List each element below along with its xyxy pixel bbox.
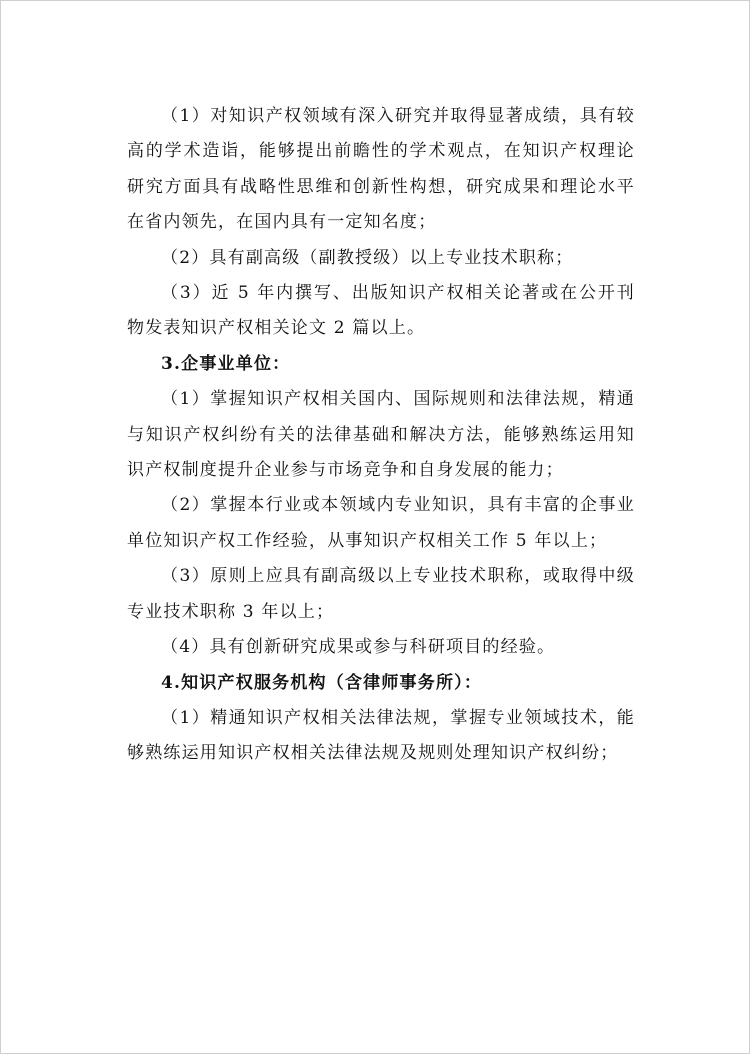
paragraph-enterprise-item-2: （2）掌握本行业或本领域内专业知识，具有丰富的企事业单位知识产权工作经验，从事知识产权相关工作 5 年以上；: [127, 495, 635, 551]
paragraph-ip-service-item-1: （1）精通知识产权相关法律法规，掌握专业领域技术，能够熟练运用知识产权相关法律法规及规则处理知识产权纠纷；: [127, 707, 635, 764]
document-body: [127, 99, 635, 772]
paragraph-academic-item-3: （3）近 5 年内撰写、出版知识产权相关论著或在公开刊物发表知识产权相关论文 2 篇以上。: [127, 283, 635, 339]
paragraph-enterprise-item-3: （3）原则上应具有副高级以上专业技术职称，或取得中级专业技术职称 3 年以上；: [127, 566, 635, 622]
section-heading-enterprise: 3.企事业单位：: [161, 353, 291, 374]
paragraph-enterprise-item-4: （4）具有创新研究成果或参与科研项目的经验。: [161, 637, 556, 658]
paragraph-enterprise-item-1: （1）掌握知识产权相关国内、国际规则和法律法规，精通与知识产权纠纷有关的法律基础和解决方法，能够熟练运用知识产权制度提升企业参与市场竞争和自身发展的能力；: [127, 389, 635, 481]
paragraph-academic-item-2: （2）具有副高级（副教授级）以上专业技术职称；: [161, 247, 574, 268]
section-heading-ip-service: 4.知识产权服务机构（含律师事务所）：: [161, 672, 483, 693]
paragraph-academic-item-1: （1）对知识产权领域有深入研究并取得显著成绩，具有较高的学术造诣，能够提出前瞻性的学术观点，在知识产权理论研究方面具有战略性思维和创新性构想，研究成果和理论水平在省内领先，在国内具有一定知名度；: [127, 106, 635, 233]
